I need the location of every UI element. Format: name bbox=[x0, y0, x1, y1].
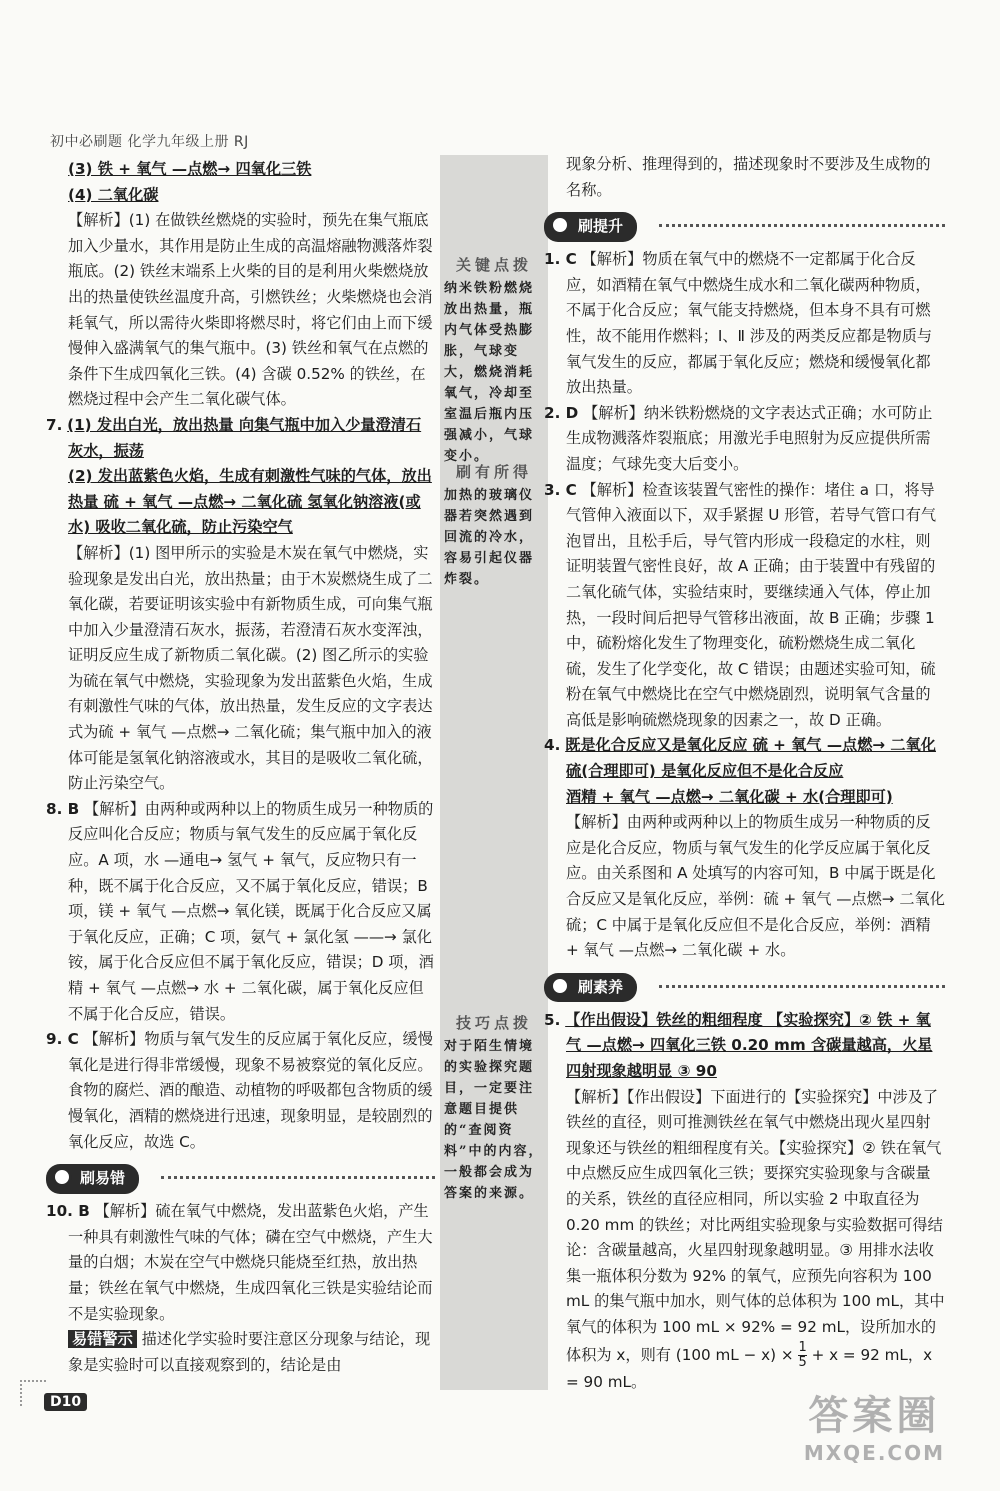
tip-box-title: 关键点拨 bbox=[455, 256, 532, 274]
q7-number: 7. bbox=[46, 415, 63, 434]
q10-number: 10. B bbox=[46, 1202, 90, 1221]
page-number: D10 bbox=[44, 1393, 87, 1411]
r-q5-number: 5. bbox=[544, 1010, 561, 1029]
tip-box-text: 对于陌生情境的实验探究题目，一定要注意题目提供的“查阅资料”中的内容，一般都会成为答案的来源。 bbox=[444, 1039, 544, 1201]
q9-analysis: 【解析】物质与氧气发生的反应属于氧化反应，缓慢氧化是进行得非常缓慢，现象不易被察觉的氧化反应。食物的腐烂、酒的酿造、动植物的呼吸都包含物质的缓慢氧化，酒精的燃烧进行迅速，现象明显，是较剧烈的氧化反应，故选 C。 bbox=[68, 1030, 433, 1151]
tip-box-key-points bbox=[444, 255, 544, 467]
right-column bbox=[544, 152, 945, 1395]
dotted-divider bbox=[659, 224, 945, 227]
r-q3-item bbox=[544, 478, 945, 734]
r-q1-item bbox=[544, 247, 945, 401]
page-corner-mark bbox=[20, 1380, 46, 1406]
warning-text: 描述化学实验时要注意区分现象与结论，现象是实验时可以直接观察到的，结论是由 bbox=[68, 1330, 431, 1374]
tip-box-technique bbox=[444, 1013, 544, 1204]
section-improve-label: 刷提升 bbox=[544, 212, 637, 242]
q6-analysis: 【解析】(1) 在做铁丝燃烧的实验时，预先在集气瓶底加入少量水，其作用是防止生成的高温熔融物溅落炸裂瓶底。(2) 铁丝末端系上火柴的目的是利用火柴燃烧放出的热量使铁丝温度升高，引燃铁丝；火柴燃烧也会消耗氧气，所以需待火柴即将燃尽时，将它们由上而下缓慢伸入盛满氧气的集气瓶中。(3) 铁丝和氧气在点燃的条件下生成四氧化三铁。(4) 含碳 0.52% 的铁丝，在燃烧过程中会产生二氧化碳气体。 bbox=[68, 211, 433, 409]
dotted-divider bbox=[659, 985, 945, 988]
q7-answer-1: (1) 发出白光，放出热量 向集气瓶中加入少量澄清石灰水，振荡 bbox=[67, 415, 422, 460]
section-improve bbox=[544, 209, 945, 243]
q8-item bbox=[46, 797, 435, 1027]
q8-analysis: 【解析】由两种或两种以上的物质生成另一种物质的反应叫化合反应；物质与氧气发生的反应属于氧化反应。A 项，水 —通电→ 氢气 + 氧气，反应物只有一种，既不属于化合反应，又不属于氧化反应，错误；B 项，镁 + 氧气 —点燃→ 氧化镁，既属于化合反应又属于氧化反应，正确；C 项，氨气 + 氯化氢 ——→ 氯化铵，属于化合反应但不属于氧化反应，错误；D 项，酒精 + 氧气 —点燃→ 水 + 二氧化碳，属于氧化反应但不属于化合反应，错误。 bbox=[68, 799, 434, 1023]
q9-item bbox=[46, 1027, 435, 1155]
q7-answer-2: (2) 发出蓝紫色火焰，生成有刺激性气味的气体，放出热量 硫 + 氧气 —点燃→ 二氧化硫 氢氧化钠溶液(或水) 吸收二氧化硫，防止污染空气 bbox=[68, 467, 432, 537]
r-q5-analysis-end: + x = 92 mL，x = 90 mL。 bbox=[566, 1345, 933, 1391]
r-q4-number: 4. bbox=[544, 736, 561, 755]
q7-analysis: 【解析】(1) 图甲所示的实验是木炭在氧气中燃烧，实验现象是发出白光，放出热量；由于木炭燃烧生成了二氧化碳，若要证明该实验中有新物质生成，可向集气瓶中加入少量澄清石灰水，振荡，若澄清石灰水变浑浊，证明反应生成了新物质二氧化碳。(2) 图乙所示的实验为硫在氧气中燃烧，实验现象为发出蓝紫色火焰，生成有刺激性气味的气体，放出热量，发生反应的文字表达式为硫 + 氧气 —点燃→ 二氧化硫；集气瓶中加入的液体可能是氢氧化钠溶液或水，其目的是吸收二氧化硫，防止污染空气。 bbox=[68, 543, 433, 793]
r-q2-item bbox=[544, 401, 945, 478]
watermark-title: 答案圈 bbox=[808, 1393, 941, 1439]
r-q2-analysis: 【解析】纳米铁粉燃烧的文字表达式正确；水可防止生成物溅落炸裂瓶底；用激光手电照射为反应提供所需温度；气球先变大后变小。 bbox=[566, 403, 933, 473]
r-q3-number: 3. C bbox=[544, 480, 577, 499]
r-q4-answer-1: 既是化合反应又是氧化反应 硫 + 氧气 —点燃→ 二氧化硫(合理即可) 是氧化反应但不是化合反应 bbox=[565, 736, 936, 781]
q9-number: 9. C bbox=[46, 1030, 79, 1049]
q7-item bbox=[46, 413, 435, 464]
r-q2-number: 2. D bbox=[544, 403, 579, 422]
page-header: 初中必刷题 化学九年级上册 RJ bbox=[50, 134, 249, 150]
fraction-one-fifth bbox=[798, 1341, 806, 1370]
r-q1-number: 1. C bbox=[544, 250, 577, 269]
q10-analysis: 【解析】硫在氧气中燃烧，发出蓝紫色火焰，产生一种具有刺激性气味的气体；磷在空气中燃烧，产生大量的白烟；木炭在空气中燃烧只能烧至红热，放出热量；铁丝在氧气中燃烧，生成四氧化三铁是实验结论而不是实验现象。 bbox=[68, 1202, 433, 1323]
section-literacy bbox=[544, 970, 945, 1004]
q6-answer-3: (3) 铁 + 氧气 —点燃→ 四氧化三铁 bbox=[68, 160, 312, 178]
r-q3-analysis: 【解析】检查该装置气密性的操作：堵住 a 口，将导气管伸入液面以下，双手紧握 U 形管，若导气管口有气泡冒出，且松手后，导气管内形成一段稳定的水柱，则证明装置气密性良好，故 A 正确；由于装置中有残留的二氧化硫气体，实验结束时，要继续通入气体，停止加热，一段时间后把导气管移出液面，故 B 正确；步骤 1 中，硫粉熔化发生了物理变化，硫粉燃烧生成二氧化硫，发生了化学变化，故 C 错误；由题述实验可知，硫粉在氧气中燃烧比在空气中燃烧剧烈，说明氧气含量的高低是影响硫燃烧现象的因素之一，故 D 正确。 bbox=[566, 480, 937, 729]
watermark-url: MXQE.COM bbox=[803, 1441, 945, 1465]
r-q4-answer-2: 酒精 + 氧气 —点燃→ 二氧化碳 + 水(合理即可) bbox=[566, 787, 893, 806]
r-q5-analysis bbox=[566, 1085, 945, 1396]
fraction-numerator: 1 bbox=[798, 1339, 807, 1355]
r-q5-answer: 【作出假设】铁丝的粗细程度 【实验探究】② 铁 + 氧气 —点燃→ 四氧化三铁 0.20 mm 含碳量越高，火星四射现象越明显 ③ 90 bbox=[565, 1010, 933, 1080]
r-q1-analysis: 【解析】物质在氧气中的燃烧不一定都属于化合反应，如酒精在氧气中燃烧生成水和二氧化碳两种物质，不属于化合反应；氧气能支持燃烧，但本身不具有可燃性，故不能用作燃料；Ⅰ、Ⅱ 涉及的两类反应都是物质与氧气发生的反应，都属于氧化反应；燃烧和缓慢氧化都放出热量。 bbox=[566, 250, 933, 397]
r-q5-item bbox=[544, 1008, 945, 1085]
section-easy-mistakes bbox=[46, 1161, 435, 1195]
r-q5-analysis-text: 【解析】【作出假设】下面进行的【实验探究】中涉及了铁丝的直径，则可推测铁丝在氧气中燃烧出现火星四射现象还与铁丝的粗细程度有关。【实验探究】② 铁在氧气中点燃反应生成四氧化三铁；要探究实验现象与含碳量的关系，铁丝的直径应相同，所以实验 2 中取直径为 0.20 mm 的铁丝；对比两组实验现象与实验数据可得结论：含碳量越高，火星四射现象越明显。③ 用排水法收集一瓶体积分数为 92% 的氧气，应预先向容积为 100 mL 的集气瓶中加水，则气体的总体积为 100 mL，其中氧气的体积为 100 mL × 92% = 92 mL，设所加水的体积为 x，则有 (100 mL − x) × bbox=[566, 1087, 945, 1364]
watermark-logo bbox=[804, 1384, 945, 1465]
q6-answer-4: (4) 二氧化碳 bbox=[68, 185, 159, 204]
tip-box-title: 刷有所得 bbox=[455, 463, 532, 481]
r-q4-item bbox=[544, 733, 945, 784]
warning-note bbox=[68, 1327, 435, 1378]
dotted-divider bbox=[161, 1176, 435, 1179]
tip-box-gains bbox=[444, 462, 544, 590]
tip-box-text: 加热的玻璃仪器若突然遇到回流的冷水，容易引起仪器炸裂。 bbox=[444, 488, 535, 587]
tip-box-title: 技巧点拨 bbox=[455, 1014, 532, 1032]
warning-label: 易错警示 bbox=[68, 1330, 137, 1348]
warning-text-continued: 现象分析、推理得到的，描述现象时不要涉及生成物的名称。 bbox=[566, 155, 931, 199]
tip-box-text: 纳米铁粉燃烧放出热量，瓶内气体受热膨胀，气球变大，燃烧消耗氧气，冷却至室温后瓶内压强减小，气球变小。 bbox=[444, 281, 535, 464]
q8-number: 8. B bbox=[46, 799, 80, 818]
q10-item bbox=[46, 1199, 435, 1327]
section-literacy-label: 刷素养 bbox=[544, 973, 637, 1003]
section-easy-label: 刷易错 bbox=[46, 1164, 139, 1194]
r-q4-analysis: 【解析】由两种或两种以上的物质生成另一种物质的反应是化合反应，物质与氧气发生的化学反应属于氧化反应。由关系图和 A 处填写的内容可知，B 中属于既是化合反应又是氧化反应，举例：硫 + 氧气 —点燃→ 二氧化硫；C 中属于是氧化反应但不是化合反应，举例：酒精 + 氧气 —点燃→ 二氧化碳 + 水。 bbox=[566, 813, 945, 960]
fraction-denominator: 5 bbox=[798, 1354, 807, 1370]
left-column bbox=[46, 157, 435, 1378]
